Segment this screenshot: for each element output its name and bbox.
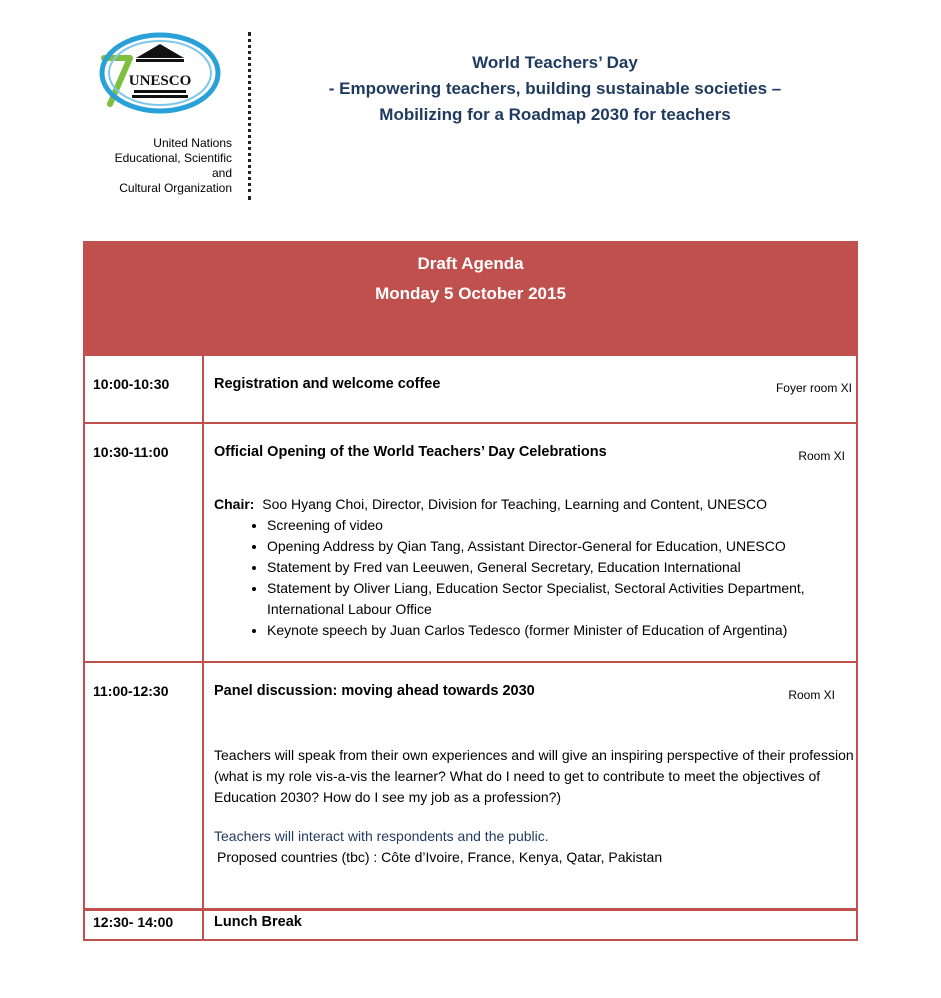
session-time: 10:30-11:00 — [85, 424, 204, 661]
session-title: Official Opening of the World Teachers’ Day Celebrations — [214, 444, 607, 460]
session-room: Foyer room XI — [775, 381, 852, 395]
agenda-heading: Draft Agenda — [417, 254, 524, 273]
list-item: • Statement by Oliver Liang, Education Sector Specialist, Sectoral Activities Department, International Labour Office — [267, 578, 847, 620]
session-content — [214, 663, 856, 910]
chair-label: Chair: — [214, 496, 255, 512]
list-item: • Screening of video — [267, 515, 847, 536]
session-content — [214, 424, 856, 661]
session-title: Registration and welcome coffee — [214, 376, 441, 392]
session-room: Room XI — [788, 688, 835, 702]
title-line-1: World Teachers’ Day — [472, 53, 638, 72]
agenda-row — [85, 908, 856, 939]
session-chair — [214, 494, 767, 515]
session-countries: Proposed countries (tbc) : Côte d’Ivoire, France, Kenya, Qatar, Pakistan — [217, 849, 663, 865]
document-title — [260, 50, 850, 128]
title-line-2: - Empowering teachers, building sustainable societies – — [328, 79, 782, 98]
session-content — [214, 911, 856, 939]
session-time: 10:00-10:30 — [85, 356, 204, 422]
agenda-row — [85, 422, 856, 661]
session-description: Teachers will speak from their own experiences and will give an inspiring perspective of their profession (what is my role vis-a-vis the learner? What do I need to get to contribute to meet the objectives of Education 2030? How do I see my job as a profession?) — [214, 747, 854, 805]
session-room: Room XI — [798, 449, 845, 463]
agenda-header — [85, 243, 856, 354]
session-interaction: Teachers will interact with respondents and the public. — [214, 828, 549, 844]
agenda-row — [85, 354, 856, 422]
list-item: • Opening Address by Qian Tang, Assistant Director-General for Education, UNESCO — [267, 536, 847, 557]
chair-name: Soo Hyang Choi, Director, Division for Teaching, Learning and Content, UNESCO — [262, 496, 768, 512]
session-time: 11:00-12:30 — [85, 663, 204, 910]
agenda-row — [85, 661, 856, 910]
org-line: United Nations — [153, 136, 232, 150]
org-line: Educational, Scientific — [114, 151, 232, 165]
svg-text:UNESCO: UNESCO — [128, 73, 192, 89]
title-line-3: Mobilizing for a Roadmap 2030 for teachers — [379, 105, 731, 124]
session-items — [248, 515, 847, 641]
list-item: • Statement by Fred van Leeuwen, General Secretary, Education International — [267, 557, 847, 578]
organization-name — [98, 136, 232, 196]
org-line: and — [211, 166, 232, 180]
session-title: Lunch Break — [214, 914, 302, 930]
org-line: Cultural Organization — [119, 181, 232, 195]
unesco-70-emblem-icon — [96, 32, 246, 142]
session-content — [214, 356, 856, 422]
session-time: 12:30- 14:00 — [85, 911, 204, 939]
agenda-date: Monday 5 October 2015 — [375, 284, 566, 303]
agenda-table — [83, 241, 858, 941]
list-item: • Keynote speech by Juan Carlos Tedesco (former Minister of Education of Argentina) — [267, 620, 847, 641]
dotted-divider — [248, 32, 251, 200]
session-title: Panel discussion: moving ahead towards 2030 — [214, 683, 535, 699]
